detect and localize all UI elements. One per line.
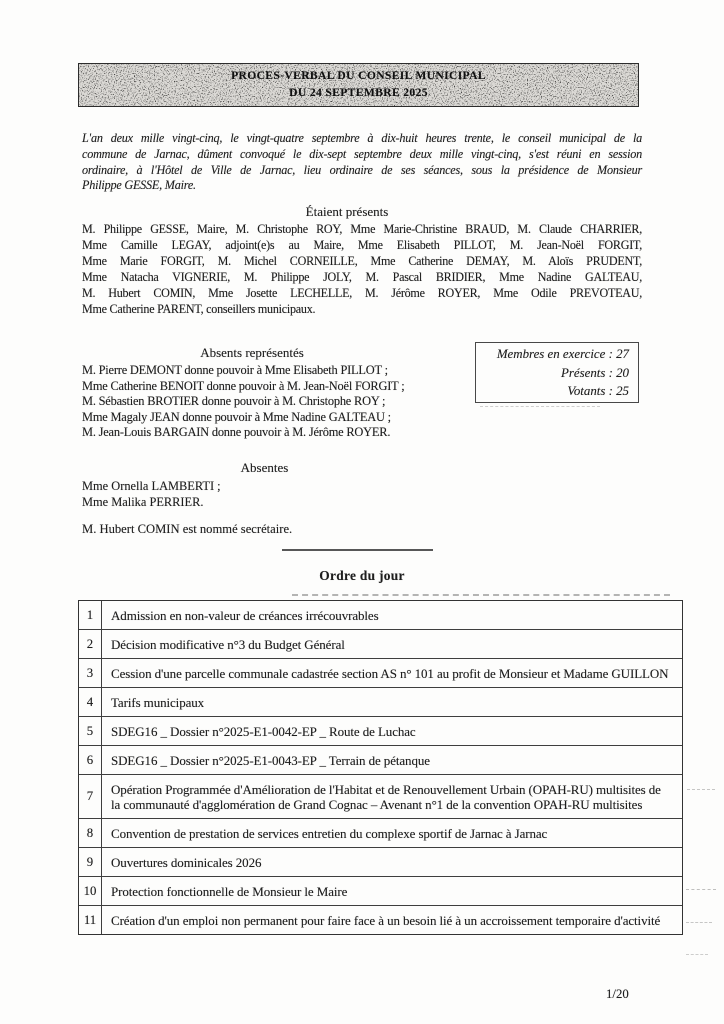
absentes-list	[82, 479, 221, 510]
agenda-table	[78, 600, 683, 935]
presents-line-1: M. Philippe GESSE, Maire, M. Christophe ROY, Mme Marie-Christine BRAUD, M. Claude CHARRIER,	[82, 222, 642, 236]
presents-line-4: Mme Natacha VIGNERIE, M. Philippe JOLY, M. Pascal BRIDIER, Mme Nadine GALTEAU,	[82, 270, 642, 285]
agenda-heading: Ordre du jour	[319, 568, 405, 583]
presents-line-5: M. Hubert COMIN, Mme Josette LECHELLE, M. Jérôme ROYER, Mme Odile PREVOTEAU,	[82, 286, 642, 301]
proxy-line-1: M. Pierre DEMONT donne pouvoir à Mme Elisabeth PILLOT ;	[82, 363, 388, 377]
agenda-row	[79, 745, 682, 774]
secretary-note: M. Hubert COMIN est nommé secrétaire.	[82, 522, 293, 536]
presents-line-2: Mme Camille LEGAY, adjoint(e)s au Maire, Mme Elisabeth PILLOT, M. Jean-Noël FORGIT,	[82, 238, 642, 253]
agenda-row	[79, 658, 682, 687]
agenda-row	[79, 716, 682, 745]
agenda-item-number: 1	[79, 601, 102, 629]
agenda-item-number: 5	[79, 717, 102, 745]
quorum-votants-count: Votants : 25	[567, 384, 629, 398]
agenda-row	[79, 876, 682, 905]
quorum-members-count: Membres en exercice : 27	[496, 347, 629, 361]
agenda-row	[79, 687, 682, 716]
intro-line-2: commune de Jarnac, dûment convoqué le dix-sept septembre deux mille vingt-cinq, s'est réuni en session	[82, 146, 642, 161]
quorum-presents-count: Présents : 20	[560, 365, 629, 380]
absents-representes-list	[82, 363, 404, 441]
presents-heading: Étaient présents	[305, 204, 389, 219]
intro-paragraph	[82, 131, 642, 194]
agenda-item-number: 7	[79, 775, 102, 818]
agenda-item-number: 9	[79, 848, 102, 876]
agenda-item-text: SDEG16 _ Dossier n°2025-E1-0043-EP _ Terrain de pétanque	[111, 752, 430, 768]
absente-line-1: Mme Ornella LAMBERTI ;	[82, 479, 221, 493]
agenda-item-text: Opération Programmée d'Amélioration de l'Habitat et de Renouvellement Urbain (OPAH-RU) multisites de la communauté d'agglomération de Grand Cognac – Avenant n°1 de la convention OPAH-RU multisites	[111, 781, 661, 812]
agenda-item-text: Décision modificative n°3 du Budget Général	[111, 636, 345, 652]
scan-artifact	[686, 922, 712, 923]
agenda-item-text: Tarifs municipaux	[111, 694, 205, 710]
agenda-item-number: 10	[79, 877, 102, 905]
scan-artifact	[686, 889, 716, 890]
agenda-item-text: Cession d'une parcelle communale cadastrée section AS n° 101 au profit de Monsieur et Madame GUILLON	[111, 665, 669, 681]
scan-artifact	[282, 549, 433, 551]
proxy-line-2: Mme Catherine BENOIT donne pouvoir à M. Jean-Noël FORGIT ;	[82, 378, 405, 393]
scan-artifact	[480, 406, 600, 407]
agenda-row	[79, 818, 682, 847]
agenda-item-number: 2	[79, 630, 102, 658]
scan-artifact	[686, 954, 708, 955]
document-title-line2: DU 24 SEPTEMBRE 2025	[289, 85, 428, 99]
agenda-row	[79, 905, 682, 934]
agenda-row	[79, 774, 682, 818]
presents-line-6: Mme Catherine PARENT, conseillers municipaux.	[82, 302, 316, 317]
agenda-item-number: 11	[79, 906, 102, 934]
proxy-line-3: M. Sébastien BROTIER donne pouvoir à M. Christophe ROY ;	[82, 394, 386, 408]
agenda-row	[79, 629, 682, 658]
agenda-item-text: Protection fonctionnelle de Monsieur le Maire	[111, 883, 348, 899]
title-banner	[78, 63, 639, 107]
presents-line-3: Mme Marie FORGIT, M. Michel CORNEILLE, Mme Catherine DEMAY, M. Aloïs PRUDENT,	[82, 254, 642, 269]
document-title-line1: PROCES-VERBAL DU CONSEIL MUNICIPAL	[231, 69, 486, 82]
agenda-row	[79, 601, 682, 629]
quorum-box	[475, 342, 639, 403]
agenda-item-text: Admission en non-valeur de créances irrécouvrables	[111, 607, 379, 623]
scan-artifact	[292, 594, 670, 596]
absents-representes-heading: Absents représentés	[200, 345, 304, 360]
intro-line-1: L'an deux mille vingt-cinq, le vingt-quatre septembre à dix-huit heures trente, le conseil municipal de la	[82, 131, 642, 145]
scan-artifact	[687, 789, 715, 790]
intro-line-3: ordinaire, à l'Hôtel de Ville de Jarnac, lieu ordinaire de ses séances, sous la présidence de Monsieur	[82, 162, 642, 177]
page-number: 1/20	[606, 987, 629, 1001]
agenda-item-text: Convention de prestation de services entretien du complexe sportif de Jarnac à Jarnac	[111, 825, 548, 841]
agenda-item-text: Ouvertures dominicales 2026	[111, 854, 262, 870]
agenda-item-number: 8	[79, 819, 102, 847]
agenda-item-text: Création d'un emploi non permanent pour faire face à un besoin lié à un accroissement temporaire d'activité	[111, 912, 661, 928]
presents-list	[82, 221, 642, 318]
proxy-line-4: Mme Magaly JEAN donne pouvoir à Mme Nadine GALTEAU ;	[82, 409, 391, 424]
intro-line-4: Philippe GESSE, Maire.	[82, 178, 196, 193]
agenda-item-text: SDEG16 _ Dossier n°2025-E1-0042-EP _ Route de Luchac	[111, 723, 416, 739]
absentes-heading: Absentes	[240, 460, 289, 475]
agenda-item-number: 3	[79, 659, 102, 687]
agenda-row	[79, 847, 682, 876]
agenda-item-number: 6	[79, 746, 102, 774]
agenda-item-number: 4	[79, 688, 102, 716]
absente-line-2: Mme Malika PERRIER.	[82, 494, 204, 509]
proxy-line-5: M. Jean-Louis BARGAIN donne pouvoir à M. Jérôme ROYER.	[82, 425, 391, 439]
